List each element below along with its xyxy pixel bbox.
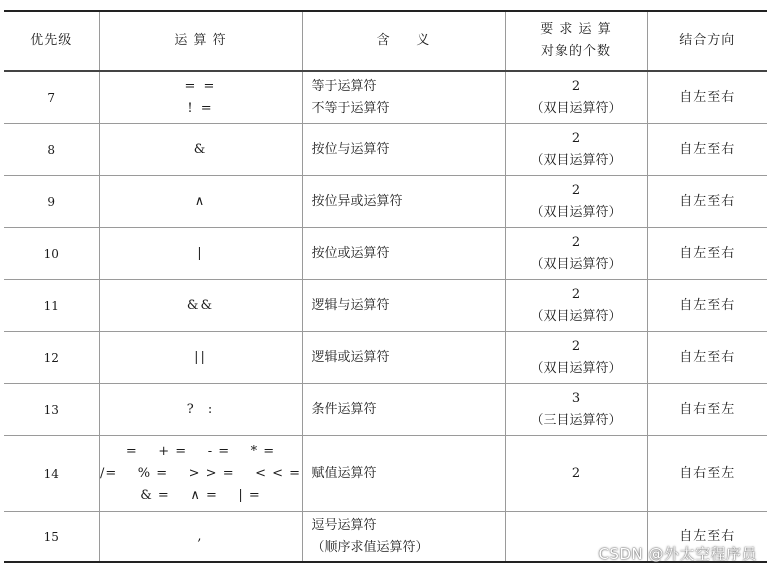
associativity-cell: 自左至右 bbox=[647, 332, 767, 384]
header-meaning bbox=[302, 11, 505, 71]
header-meaning-text: 含 义 bbox=[376, 33, 431, 48]
operand-count-value: 3 bbox=[571, 390, 581, 406]
operator-cell bbox=[99, 71, 302, 124]
precedence-cell: 7 bbox=[4, 71, 99, 124]
operand-count-value: 2 bbox=[571, 182, 581, 198]
operand-type: （双目运算符） bbox=[530, 256, 622, 272]
meaning-cell bbox=[302, 71, 505, 124]
operand-count-value: 2 bbox=[571, 234, 581, 250]
header-operand-count bbox=[505, 11, 647, 71]
meaning-text: 按位或运算符 bbox=[311, 245, 390, 261]
precedence-cell: 14 bbox=[4, 436, 99, 512]
table-row bbox=[4, 384, 767, 436]
meaning-cell bbox=[302, 280, 505, 332]
meaning-text: 按位异或运算符 bbox=[311, 193, 403, 209]
meaning-text: 按位与运算符 bbox=[311, 141, 390, 157]
operand-count-cell bbox=[505, 228, 647, 280]
meaning-text: 不等于运算符 bbox=[311, 100, 390, 116]
table-row bbox=[4, 332, 767, 384]
meaning-text: 逻辑与运算符 bbox=[311, 297, 390, 313]
table-row bbox=[4, 71, 767, 124]
operator-cell bbox=[99, 436, 302, 512]
operator-cell bbox=[99, 384, 302, 436]
operand-count-cell bbox=[505, 176, 647, 228]
meaning-cell bbox=[302, 124, 505, 176]
associativity-cell: 自左至右 bbox=[647, 71, 767, 124]
operator-cell bbox=[99, 176, 302, 228]
table-row bbox=[4, 176, 767, 228]
operand-count-cell bbox=[505, 71, 647, 124]
operand-count-value: 2 bbox=[571, 338, 581, 354]
associativity-cell: 自左至右 bbox=[647, 512, 767, 563]
meaning-text: 逻辑或运算符 bbox=[311, 349, 390, 365]
header-operand-count-line2: 对象的个数 bbox=[540, 44, 611, 59]
operand-type: （双目运算符） bbox=[530, 152, 622, 168]
operand-type: （双目运算符） bbox=[530, 204, 622, 220]
precedence-cell: 11 bbox=[4, 280, 99, 332]
operator-symbol: = = bbox=[184, 78, 217, 94]
operator-symbol: , bbox=[197, 528, 204, 544]
operator-symbol: || bbox=[194, 349, 207, 365]
operand-count-cell bbox=[505, 436, 647, 512]
meaning-text: 条件运算符 bbox=[311, 401, 377, 417]
meaning-cell bbox=[302, 176, 505, 228]
associativity-cell: 自右至左 bbox=[647, 384, 767, 436]
precedence-cell: 8 bbox=[4, 124, 99, 176]
operator-cell bbox=[99, 228, 302, 280]
operator-symbol: & bbox=[193, 141, 208, 157]
header-operator: 运 算 符 bbox=[99, 11, 302, 71]
operand-count-cell bbox=[505, 332, 647, 384]
meaning-text: 逗号运算符 bbox=[311, 517, 377, 533]
operand-count-cell bbox=[505, 124, 647, 176]
operator-cell bbox=[99, 512, 302, 563]
csdn-watermark: CSDN @外太空程序员 bbox=[598, 545, 757, 563]
associativity-cell: 自左至右 bbox=[647, 280, 767, 332]
operator-precedence-table bbox=[4, 10, 767, 563]
header-associativity: 结合方向 bbox=[647, 11, 767, 71]
operand-count-value: 2 bbox=[571, 78, 581, 94]
table-row bbox=[4, 228, 767, 280]
header-precedence: 优先级 bbox=[4, 11, 99, 71]
table-row bbox=[4, 280, 767, 332]
table-row bbox=[4, 124, 767, 176]
operator-symbol: ∧ bbox=[194, 193, 207, 209]
associativity-cell: 自左至右 bbox=[647, 124, 767, 176]
meaning-cell bbox=[302, 384, 505, 436]
operand-type: （双目运算符） bbox=[530, 100, 622, 116]
precedence-cell: 15 bbox=[4, 512, 99, 563]
operand-count-cell bbox=[505, 280, 647, 332]
operator-cell bbox=[99, 332, 302, 384]
precedence-cell: 13 bbox=[4, 384, 99, 436]
operator-symbol: & = ∧ = | = bbox=[140, 487, 261, 503]
operator-symbol: ? : bbox=[186, 401, 215, 417]
operand-count-value: 2 bbox=[571, 286, 581, 302]
associativity-cell: 自左至右 bbox=[647, 176, 767, 228]
operator-cell bbox=[99, 280, 302, 332]
header-row bbox=[4, 11, 767, 71]
operand-count-value: 2 bbox=[571, 465, 581, 481]
operator-symbol: ! = bbox=[187, 100, 214, 116]
operator-symbol: /= % = > > = < < = bbox=[99, 465, 302, 481]
associativity-cell: 自左至右 bbox=[647, 228, 767, 280]
operand-count-value: 2 bbox=[571, 130, 581, 146]
precedence-cell: 12 bbox=[4, 332, 99, 384]
operator-cell bbox=[99, 124, 302, 176]
associativity-cell: 自右至左 bbox=[647, 436, 767, 512]
meaning-text: 等于运算符 bbox=[311, 78, 377, 94]
header-operand-count-line1: 要 求 运 算 bbox=[540, 22, 612, 37]
operator-symbol: | bbox=[197, 245, 204, 261]
operator-symbol: && bbox=[186, 297, 215, 313]
precedence-cell: 10 bbox=[4, 228, 99, 280]
meaning-cell bbox=[302, 228, 505, 280]
table-row bbox=[4, 436, 767, 512]
meaning-cell bbox=[302, 436, 505, 512]
operand-type: （双目运算符） bbox=[530, 360, 622, 376]
operand-count-cell bbox=[505, 384, 647, 436]
meaning-cell bbox=[302, 512, 505, 563]
operand-type: （双目运算符） bbox=[530, 308, 622, 324]
operator-symbol: = + = - = * = bbox=[125, 443, 276, 459]
meaning-text: 赋值运算符 bbox=[311, 465, 377, 481]
meaning-cell bbox=[302, 332, 505, 384]
operand-type: （三目运算符） bbox=[530, 412, 622, 428]
precedence-cell: 9 bbox=[4, 176, 99, 228]
meaning-text: （顺序求值运算符） bbox=[311, 539, 429, 555]
